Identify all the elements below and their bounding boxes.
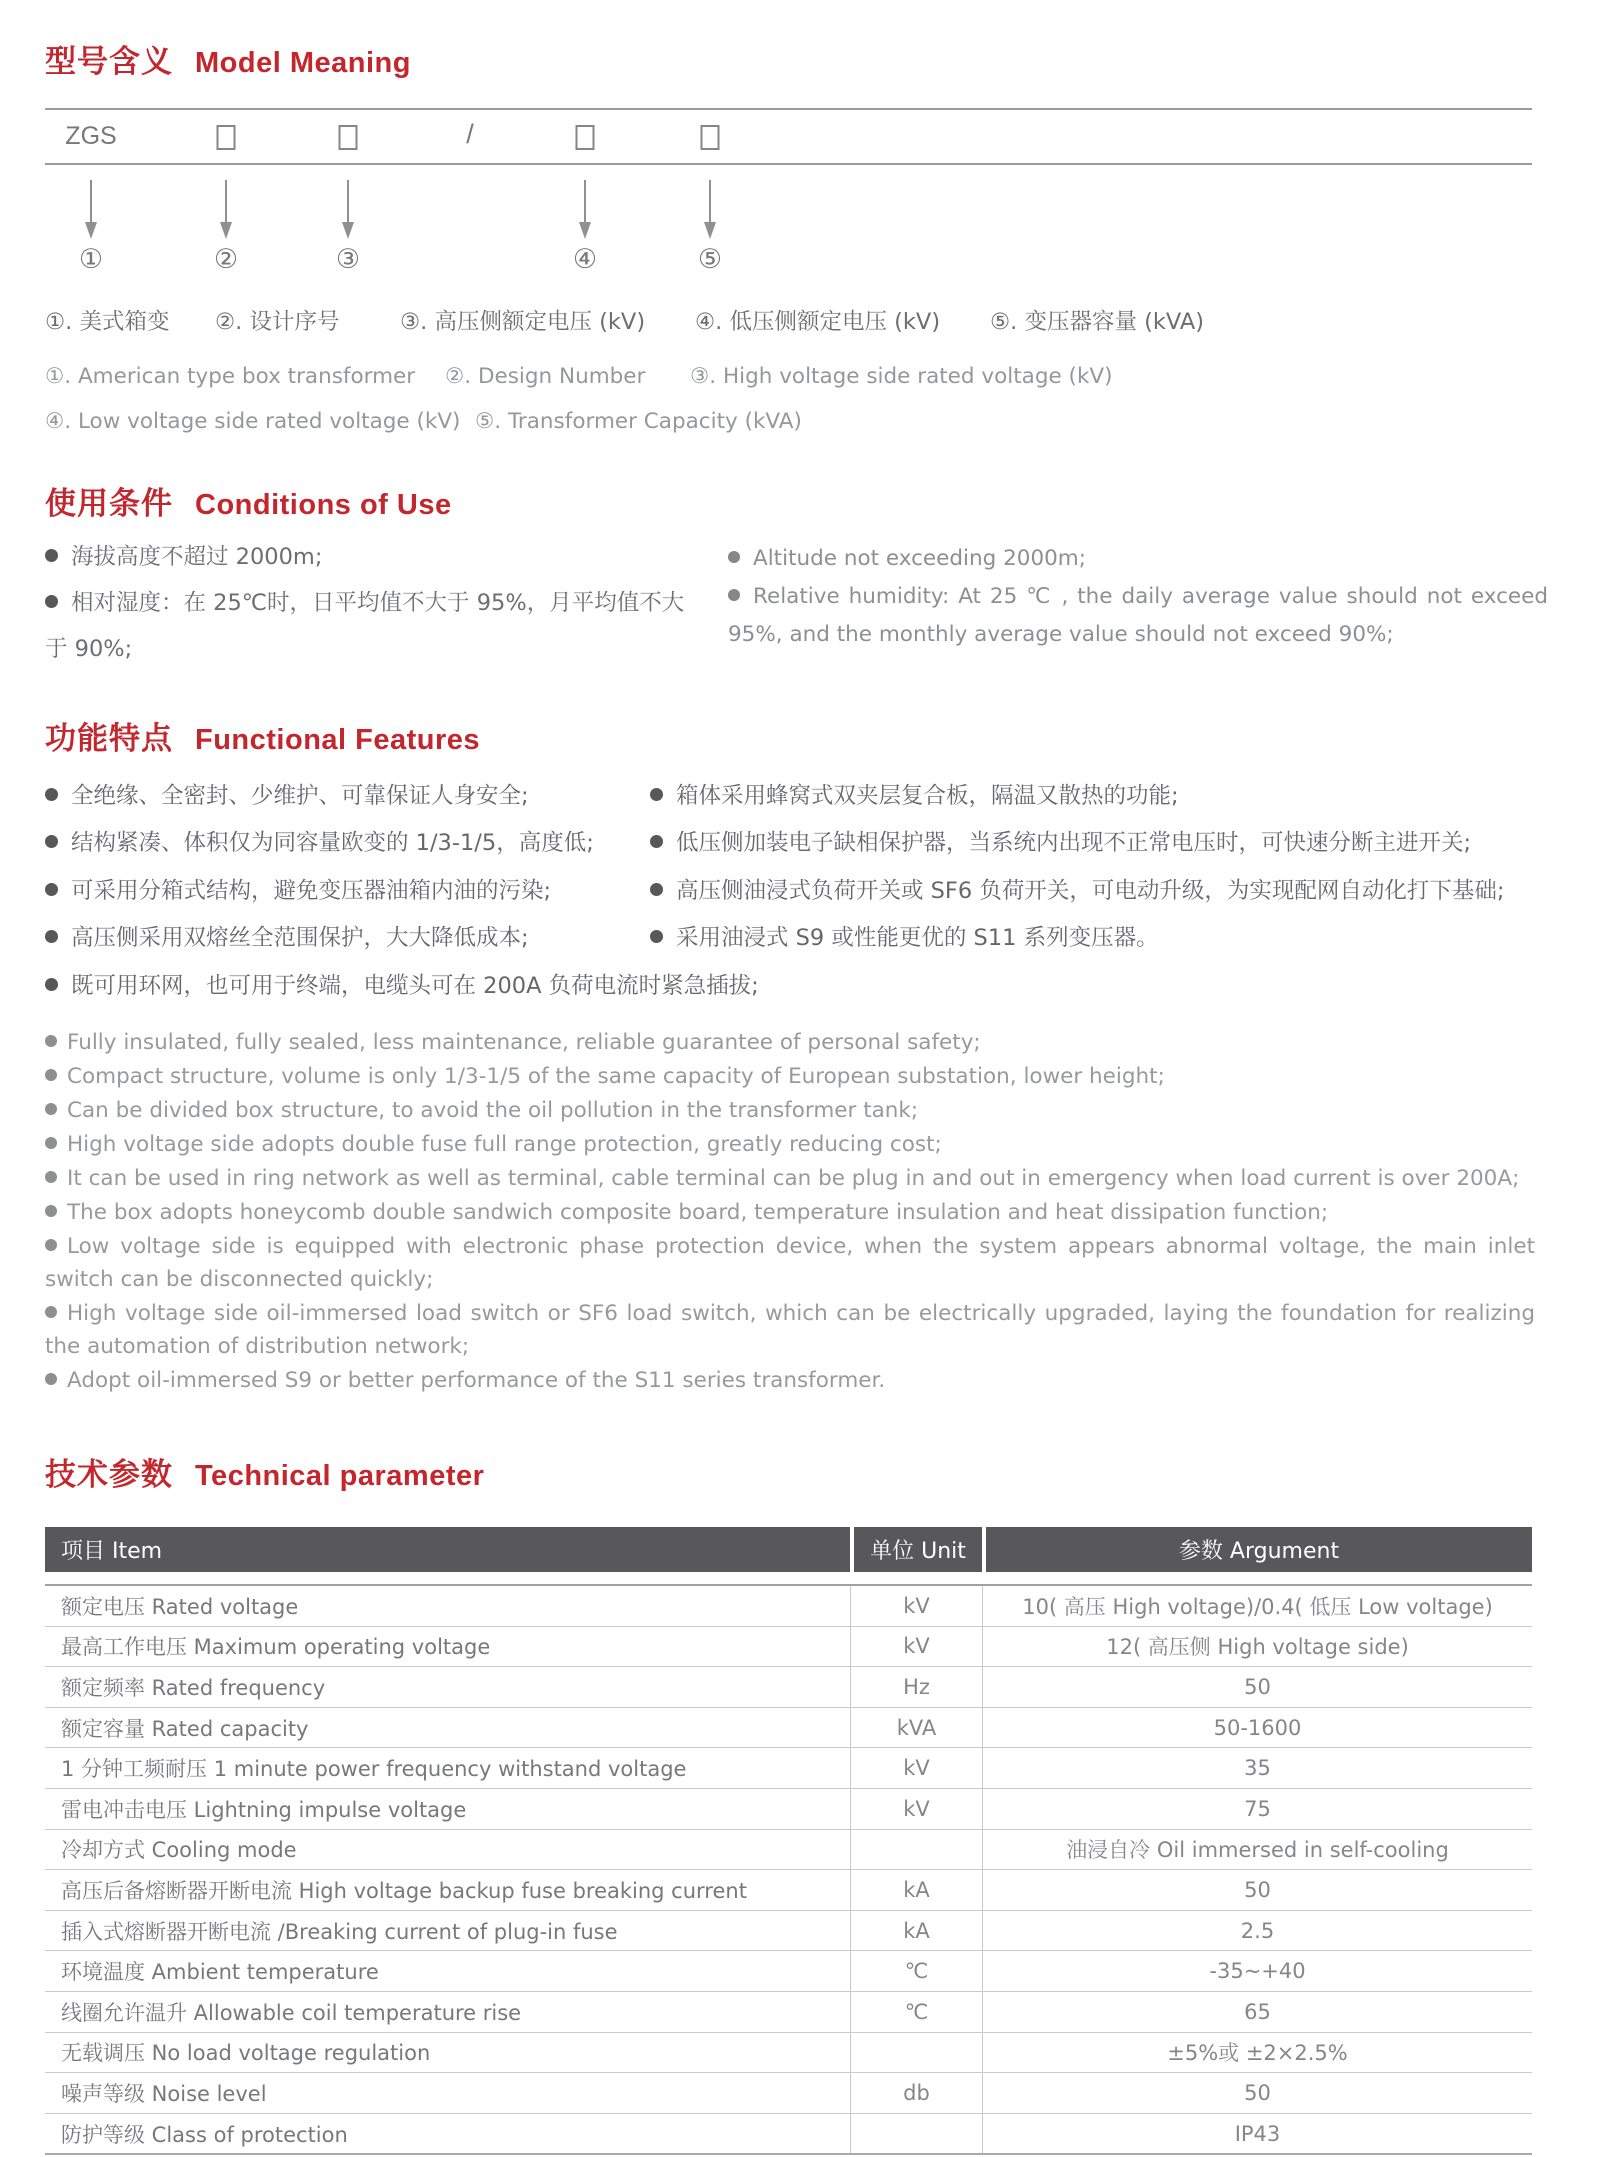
cell-value: 50 (982, 1667, 1532, 1707)
bullet-icon (45, 1137, 57, 1149)
conditions-title-en: Conditions of Use (195, 489, 452, 521)
table-row (45, 1870, 1532, 1911)
bullet-icon (728, 589, 740, 601)
model-title-en: Model Meaning (195, 47, 411, 79)
feature-item-en (45, 1162, 1535, 1195)
cell-value: 10( 高压 High voltage)/0.4( 低压 Low voltage) (982, 1586, 1532, 1626)
bullet-icon (45, 978, 58, 991)
feature-item-zh (650, 825, 1535, 857)
cell-item: 环境温度 Ambient temperature (61, 1960, 379, 1985)
table-row (45, 1667, 1532, 1708)
cell-item: 无载调压 No load voltage regulation (61, 2041, 431, 2066)
cell-value: 35 (982, 1748, 1532, 1788)
bullet-icon (45, 549, 58, 562)
model-def-zh-5: ⑤. 变压器容量 (kVA) (990, 309, 1205, 335)
features-grid-zh (45, 770, 1535, 1008)
cell-value: ±5%或 ±2×2.5% (982, 2033, 1532, 2073)
table-header-unit: 单位 Unit (854, 1527, 982, 1572)
feature-item-zh (650, 778, 1535, 810)
bullet-icon (45, 1373, 57, 1385)
condition-item (728, 540, 1548, 578)
cell-unit: kV (850, 1748, 982, 1788)
bullet-icon (45, 1069, 57, 1081)
feature-text: Can be divided box structure, to avoid the oil pollution in the transformer tank; (67, 1098, 919, 1123)
model-def-zh-2: ②. 设计序号 (215, 309, 340, 335)
feature-text: 箱体采用蜂窝式双夹层复合板，隔温又散热的功能; (676, 782, 1179, 809)
feature-item-zh (45, 825, 650, 857)
down-arrow-icon (579, 180, 591, 239)
feature-text: 既可用环网，也可用于终端，电缆头可在 200A 负荷电流时紧急插拔; (71, 972, 759, 999)
feature-item-zh (45, 968, 1535, 1000)
table-header-item: 项目 Item (45, 1527, 850, 1572)
model-placeholder-box (701, 125, 720, 150)
section-title-technical (45, 1449, 484, 1494)
cell-value: 油浸自冷 Oil immersed in self-cooling (982, 1830, 1532, 1870)
cell-unit: ℃ (850, 1992, 982, 2032)
cell-unit: kV (850, 1586, 982, 1626)
cell-unit (850, 2114, 982, 2154)
model-def-zh-4: ④. 低压侧额定电压 (kV) (695, 309, 941, 335)
cell-unit: kA (850, 1911, 982, 1951)
cell-value: IP43 (982, 2114, 1532, 2154)
cell-item: 防护等级 Class of protection (61, 2122, 348, 2147)
feature-item-en (45, 1026, 1535, 1059)
bullet-icon (650, 835, 663, 848)
feature-item-zh (45, 920, 650, 952)
feature-text: 结构紧凑、体积仅为同容量欧变的 1/3-1/5，高度低; (71, 830, 594, 857)
feature-item-zh (650, 920, 1535, 952)
table-row (45, 1830, 1532, 1871)
condition-item (728, 578, 1548, 654)
cell-item: 额定容量 Rated capacity (61, 1716, 309, 1741)
bullet-icon (728, 551, 740, 563)
bullet-icon (45, 788, 58, 801)
bullet-icon (45, 1103, 57, 1115)
feature-text: Fully insulated, fully sealed, less maintenance, reliable guarantee of personal safety; (67, 1030, 981, 1055)
feature-text: 可采用分箱式结构，避免变压器油箱内油的污染; (71, 877, 552, 904)
model-placeholder-box (576, 125, 595, 150)
bullet-icon (45, 1035, 57, 1047)
conditions-title-zh: 使用条件 (45, 486, 173, 521)
feature-text: The box adopts honeycomb double sandwich composite board, temperature insulation and heat dissipation function; (67, 1200, 1329, 1225)
cell-unit (850, 2033, 982, 2073)
technical-title-zh: 技术参数 (45, 1457, 173, 1492)
down-arrow-icon (342, 180, 354, 239)
feature-text: Low voltage side is equipped with electronic phase protection device, when the system appears abnormal voltage, the main inlet switch can be disconnected quickly; (45, 1234, 1535, 1292)
feature-item-en (45, 1230, 1535, 1296)
feature-text: 低压侧加装电子缺相保护器，当系统内出现不正常电压时，可快速分断主进开关; (676, 830, 1472, 857)
circled-number-4: ④ (572, 244, 598, 275)
condition-text: 相对湿度：在 25℃时，日平均值不大于 95%，月平均值不大于 90%; (45, 590, 685, 662)
cell-unit: db (850, 2073, 982, 2113)
cell-value: -35~+40 (982, 1951, 1532, 1991)
condition-text: Relative humidity: At 25 ℃ , the daily average value should not exceed 95%, and the monthly average value should not exceed 90%; (728, 584, 1548, 647)
conditions-list-zh (45, 534, 690, 672)
table-body (45, 1584, 1532, 2155)
model-placeholder-box (339, 125, 358, 150)
cell-item: 额定频率 Rated frequency (61, 1675, 326, 1700)
cell-unit: kVA (850, 1708, 982, 1748)
model-prefix: ZGS (65, 122, 117, 150)
table-row (45, 2073, 1532, 2114)
down-arrow-icon (220, 180, 232, 239)
conditions-list-en (728, 540, 1548, 654)
bullet-icon (650, 883, 663, 896)
feature-item-en (45, 1060, 1535, 1093)
features-title-en: Functional Features (195, 724, 481, 756)
circled-number-1: ① (78, 244, 104, 275)
feature-text: High voltage side adopts double fuse full range protection, greatly reducing cost; (67, 1132, 942, 1157)
feature-item-en (45, 1196, 1535, 1229)
condition-item (45, 534, 690, 580)
feature-text: 高压侧采用双熔丝全范围保护，大大降低成本; (71, 925, 529, 952)
cell-value: 65 (982, 1992, 1532, 2032)
down-arrow-icon (704, 180, 716, 239)
table-header-row (45, 1527, 1532, 1572)
model-def-en-5: ⑤. Transformer Capacity (kVA) (475, 409, 802, 434)
feature-item-en (45, 1094, 1535, 1127)
technical-parameter-table (45, 1527, 1532, 2155)
cell-value: 75 (982, 1789, 1532, 1829)
down-arrow-icon (85, 180, 97, 239)
feature-text: High voltage side oil-immersed load switch or SF6 load switch, which can be electrically upgraded, laying the foundation for realizing the automation of distribution network; (45, 1301, 1535, 1359)
model-def-zh-3: ③. 高压侧额定电压 (kV) (400, 309, 646, 335)
feature-text: 高压侧油浸式负荷开关或 SF6 负荷开关，可电动升级，为实现配网自动化打下基础; (676, 877, 1505, 904)
table-row (45, 2033, 1532, 2074)
condition-item (45, 580, 690, 672)
cell-unit: ℃ (850, 1951, 982, 1991)
table-row (45, 1586, 1532, 1627)
cell-value: 2.5 (982, 1911, 1532, 1951)
table-header-argument: 参数 Argument (986, 1527, 1532, 1572)
model-def-en-1: ①. American type box transformer (45, 364, 416, 389)
feature-text: It can be used in ring network as well as terminal, cable terminal can be plug in and out in emergency when load current is over 200A; (67, 1166, 1520, 1191)
cell-unit: Hz (850, 1667, 982, 1707)
cell-unit: kA (850, 1870, 982, 1910)
bullet-icon (45, 1239, 57, 1251)
circled-number-2: ② (213, 244, 239, 275)
feature-item-en (45, 1128, 1535, 1161)
bullet-icon (45, 595, 58, 608)
circled-number-5: ⑤ (697, 244, 723, 275)
feature-item-zh (45, 873, 650, 905)
table-row (45, 1789, 1532, 1830)
circled-number-3: ③ (335, 244, 361, 275)
model-slash: / (466, 119, 474, 149)
bullet-icon (45, 1171, 57, 1183)
feature-item-en (45, 1297, 1535, 1363)
section-title-conditions (45, 478, 452, 523)
model-def-en-4: ④. Low voltage side rated voltage (kV) (45, 409, 461, 434)
bullet-icon (45, 835, 58, 848)
features-list-en (45, 1026, 1535, 1398)
bullet-icon (45, 1306, 57, 1318)
table-row (45, 1627, 1532, 1668)
feature-item-zh (650, 873, 1535, 905)
cell-item: 最高工作电压 Maximum operating voltage (61, 1635, 491, 1660)
features-title-zh: 功能特点 (45, 721, 173, 756)
cell-unit (850, 1830, 982, 1870)
cell-value: 50 (982, 2073, 1532, 2113)
condition-text: 海拔高度不超过 2000m; (71, 544, 323, 570)
section-title-features (45, 713, 480, 758)
table-row (45, 1708, 1532, 1749)
bullet-icon (45, 883, 58, 896)
feature-text: Compact structure, volume is only 1/3-1/5 of the same capacity of European substation, lower height; (67, 1064, 1165, 1089)
model-title-zh: 型号含义 (45, 44, 173, 79)
cell-value: 12( 高压侧 High voltage side) (982, 1627, 1532, 1667)
model-def-zh-1: ①. 美式箱变 (45, 309, 170, 335)
cell-unit: kV (850, 1627, 982, 1667)
table-row (45, 1951, 1532, 1992)
table-row (45, 1992, 1532, 2033)
feature-text: Adopt oil-immersed S9 or better performance of the S11 series transformer. (67, 1368, 886, 1393)
model-placeholder-box (217, 125, 236, 150)
table-row (45, 1911, 1532, 1952)
table-row (45, 2114, 1532, 2154)
cell-value: 50-1600 (982, 1708, 1532, 1748)
cell-item: 1 分钟工频耐压 1 minute power frequency withstand voltage (61, 1757, 687, 1782)
bullet-icon (650, 788, 663, 801)
technical-title-en: Technical parameter (195, 1460, 485, 1492)
cell-unit: kV (850, 1789, 982, 1829)
cell-item: 插入式熔断器开断电流 /Breaking current of plug-in fuse (61, 1919, 618, 1944)
divider-line (45, 108, 1532, 110)
cell-item: 冷却方式 Cooling mode (61, 1838, 297, 1863)
cell-item: 额定电压 Rated voltage (61, 1594, 299, 1619)
cell-value: 50 (982, 1870, 1532, 1910)
bullet-icon (45, 930, 58, 943)
section-title-model-meaning (45, 36, 411, 81)
feature-item-en (45, 1364, 1535, 1397)
divider-line (45, 163, 1532, 165)
cell-item: 线圈允许温升 Allowable coil temperature rise (61, 2000, 522, 2025)
bullet-icon (45, 1205, 57, 1217)
cell-item: 雷电冲击电压 Lightning impulse voltage (61, 1797, 467, 1822)
cell-item: 噪声等级 Noise level (61, 2081, 267, 2106)
feature-text: 采用油浸式 S9 或性能更优的 S11 系列变压器。 (676, 925, 1159, 952)
model-def-en-2: ②. Design Number (445, 364, 646, 389)
table-row (45, 1748, 1532, 1789)
cell-item: 高压后备熔断器开断电流 High voltage backup fuse breaking current (61, 1878, 747, 1903)
feature-item-zh (45, 778, 650, 810)
model-def-en-3: ③. High voltage side rated voltage (kV) (690, 364, 1113, 389)
feature-text: 全绝缘、全密封、少维护、可靠保证人身安全; (71, 782, 529, 809)
bullet-icon (650, 930, 663, 943)
condition-text: Altitude not exceeding 2000m; (753, 546, 1086, 571)
